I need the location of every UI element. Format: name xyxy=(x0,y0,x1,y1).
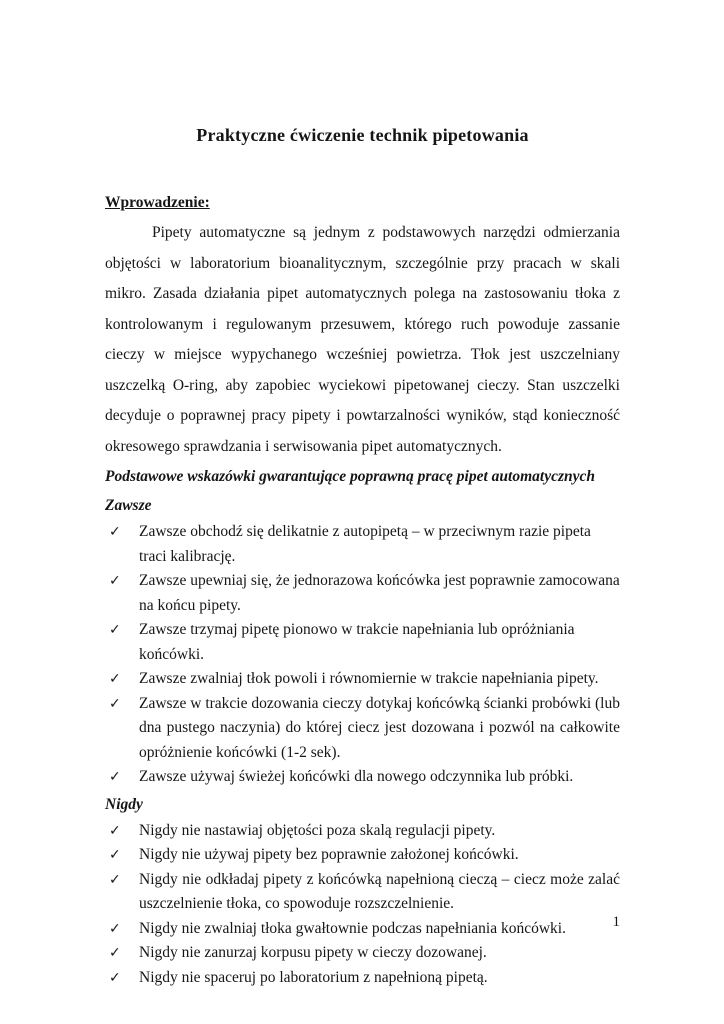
checkmark-icon: ✓ xyxy=(109,622,121,638)
list-item xyxy=(107,618,620,667)
always-list xyxy=(105,520,620,790)
list-item-text: Nigdy nie spaceruj po laboratorium z napełnioną pipetą. xyxy=(139,968,488,986)
list-item xyxy=(107,941,620,966)
list-item xyxy=(107,569,620,618)
list-item-text: Nigdy nie zanurzaj korpusu pipety w cieczy dozowanej. xyxy=(139,944,487,961)
list-item xyxy=(107,765,620,790)
checkmark-icon: ✓ xyxy=(109,969,121,986)
page-number: 1 xyxy=(612,914,620,930)
checkmark-icon: ✓ xyxy=(109,871,121,888)
always-heading: Zawsze xyxy=(105,497,152,514)
list-item-text: Nigdy nie nastawiaj objętości poza skalą regulacji pipety. xyxy=(139,821,496,839)
list-item-text: Zawsze trzymaj pipetę pionowo w trakcie napełniania lub opróżniania końcówki. xyxy=(139,621,575,663)
checkmark-icon: ✓ xyxy=(109,524,121,540)
never-heading: Nigdy xyxy=(105,795,143,813)
list-item xyxy=(107,843,620,868)
list-item-text: Zawsze zwalniaj tłok powoli i równomiernie w trakcie napełniania pipety. xyxy=(139,670,599,687)
intro-heading: Wprowadzenie: xyxy=(105,194,210,211)
checkmark-icon: ✓ xyxy=(109,671,121,687)
list-item xyxy=(107,868,620,917)
intro-paragraph: Pipety automatyczne są jednym z podstawowych narzędzi odmierzania objętości w laboratorium bioanalitycznym, szczególnie przy pracach w skali mikro. Zasada działania pipet automatycznych polega na zastosowaniu tłoka z kontrolowanym i regulowanym przesuwem, którego ruch powoduje zassanie cieczy w miejsce wypychanego wcześniej powietrza. Tłok jest uszczelniany uszczelką O-ring, aby zapobiec wyciekowi pipetowanej cieczy. Stan uszczelki decyduje o poprawnej pracy pipety i powtarzalności wyników, stąd konieczność okresowego sprawdzania i serwisowania pipet automatycznych. xyxy=(105,224,620,455)
list-item xyxy=(107,667,620,692)
checkmark-icon: ✓ xyxy=(109,769,121,785)
document-title: Praktyczne ćwiczenie technik pipetowania xyxy=(196,125,529,145)
guidelines-heading: Podstawowe wskazówki gwarantujące poprawną pracę pipet automatycznych xyxy=(105,468,595,485)
list-item xyxy=(107,819,620,844)
list-item-text: Nigdy nie używaj pipety bez poprawnie założonej końcówki. xyxy=(139,846,519,863)
never-list xyxy=(105,819,620,991)
list-item-text: Zawsze obchodź się delikatnie z autopipetą – w przeciwnym razie pipeta traci kalibrację. xyxy=(139,523,591,565)
list-item-text: Zawsze używaj świeżej końcówki dla nowego odczynnika lub próbki. xyxy=(139,768,574,785)
list-item-text: Zawsze w trakcie dozowania cieczy dotykaj końcówką ścianki probówki (lub dna pustego naczynia) do której ciecz jest dozowana i pozwól na całkowite opróżnienie końcówki (1-2 sek). xyxy=(139,694,620,761)
list-item xyxy=(107,520,620,569)
checkmark-icon: ✓ xyxy=(109,945,121,961)
list-item xyxy=(107,917,620,942)
list-item-text: Zawsze upewniaj się, że jednorazowa końcówka jest poprawnie zamocowana na końcu pipety. xyxy=(139,572,620,614)
checkmark-icon: ✓ xyxy=(109,847,121,863)
checkmark-icon: ✓ xyxy=(109,573,121,589)
list-item-text: Nigdy nie zwalniaj tłoka gwałtownie podczas napełniania końcówki. xyxy=(139,919,566,937)
list-item-text: Nigdy nie odkładaj pipety z końcówką napełnioną cieczą – ciecz może zalać uszczelnienie tłoka, co spowoduje rozszczelnienie. xyxy=(139,870,620,912)
list-item xyxy=(107,692,620,766)
checkmark-icon: ✓ xyxy=(109,822,121,839)
list-item xyxy=(107,966,620,991)
checkmark-icon: ✓ xyxy=(109,695,121,712)
checkmark-icon: ✓ xyxy=(109,920,121,937)
